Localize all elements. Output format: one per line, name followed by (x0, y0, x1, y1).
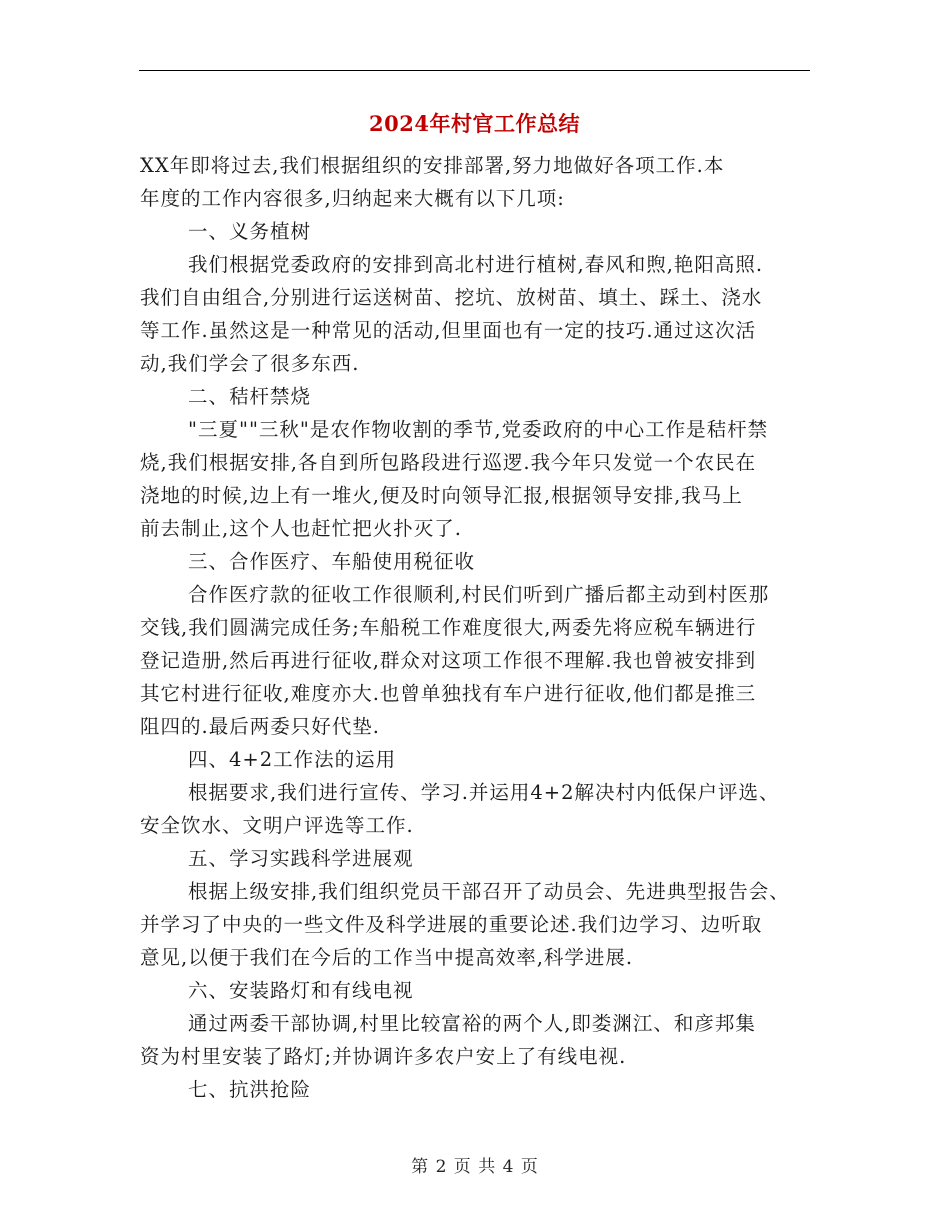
paragraph-line: XX年即将过去,我们根据组织的安排部署,努力地做好各项工作.本 (140, 154, 725, 177)
paragraph-line: 等工作.虽然这是一种常见的活动,但里面也有一定的技巧.通过这次活 (140, 319, 757, 342)
paragraph-line: 前去制止,这个人也赶忙把火扑灭了. (140, 517, 462, 540)
paragraph-line: 安全饮水、文明户评选等工作. (140, 814, 414, 837)
paragraph-line: "三夏""三秋"是农作物收割的季节,党委政府的中心工作是秸杆禁 (188, 418, 769, 441)
paragraph-line: 登记造册,然后再进行征收,群众对这项工作很不理解.我也曾被安排到 (140, 649, 757, 672)
section-heading: 五、学习实践科学进展观 (188, 847, 414, 870)
section-heading: 二、秸杆禁烧 (188, 385, 312, 408)
paragraph-line: 交钱,我们圆满完成任务;车船税工作难度很大,两委先将应税车辆进行 (140, 616, 757, 639)
section-heading: 三、合作医疗、车船使用税征收 (188, 550, 476, 573)
paragraph-line: 根据上级安排,我们组织党员干部召开了动员会、先进典型报告会、 (188, 880, 790, 903)
paragraph-line: 烧,我们根据安排,各自到所包路段进行巡逻.我今年只发觉一个农民在 (140, 451, 757, 474)
paragraph-line: 浇地的时候,边上有一堆火,便及时向领导汇报,根据领导安排,我马上 (140, 484, 743, 507)
paragraph-line: 意见,以便于我们在今后的工作当中提高效率,科学进展. (140, 946, 634, 969)
header-rule (139, 70, 810, 71)
paragraph-line: 动,我们学会了很多东西. (140, 352, 360, 375)
paragraph-line: 根据要求,我们进行宣传、学习.并运用4+2解决村内低保户评选、 (188, 781, 780, 804)
page-footer: 第 2 页 共 4 页 (411, 1157, 539, 1177)
paragraph-line: 我们根据党委政府的安排到高北村进行植树,春风和煦,艳阳高照. (188, 253, 764, 276)
paragraph-line: 通过两委干部协调,村里比较富裕的两个人,即娄渊江、和彦邦集 (188, 1012, 756, 1035)
section-heading: 一、义务植树 (188, 220, 312, 243)
paragraph-line: 年度的工作内容很多,归纳起来大概有以下几项: (140, 187, 565, 210)
paragraph-line: 其它村进行征收,难度亦大.也曾单独找有车户进行征收,他们都是推三 (140, 682, 757, 705)
document-title: 2024年村官工作总结 (369, 111, 580, 136)
paragraph-line: 阻四的.最后两委只好代垫. (140, 715, 380, 738)
paragraph-line: 我们自由组合,分别进行运送树苗、挖坑、放树苗、填土、踩土、浇水 (140, 286, 763, 309)
paragraph-line: 合作医疗款的征收工作很顺利,村民们听到广播后都主动到村医那 (188, 583, 770, 606)
section-heading: 六、安装路灯和有线电视 (188, 979, 414, 1002)
paragraph-line: 资为村里安装了路灯;并协调许多农户安上了有线电视. (140, 1045, 627, 1068)
paragraph-line: 并学习了中央的一些文件及科学进展的重要论述.我们边学习、边听取 (140, 913, 763, 936)
section-heading: 七、抗洪抢险 (188, 1078, 312, 1101)
section-heading: 四、4+2工作法的运用 (188, 748, 397, 771)
